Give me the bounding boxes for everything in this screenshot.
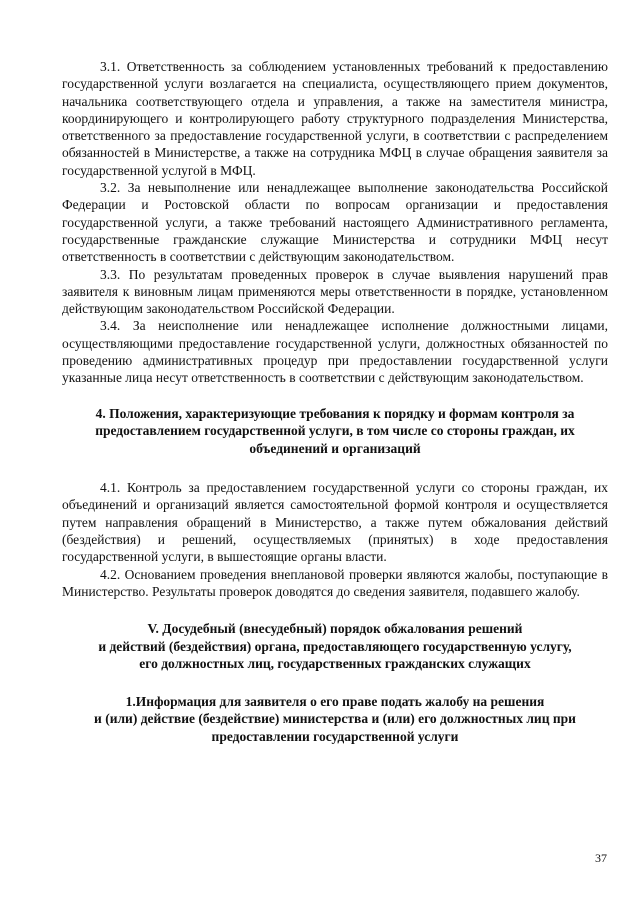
spacer: [62, 457, 608, 479]
section-5-heading-line: его должностных лиц, государственных гражданских служащих: [139, 656, 531, 672]
paragraph-4-1: 4.1. Контроль за предоставлением государственной услуги со стороны граждан, их объединений и организаций является самостоятельной формой контроля и осуществляется путем направления обращений в Министерство, а также путем обжалования действий (бездействия) и решений, осуществляемых (принятых) в ходе предоставления государственной услуги, в вышестоящие органы власти.: [62, 480, 608, 565]
spacer: [62, 600, 608, 620]
section-5-heading-line: и действий (бездействия) органа, предоставляющего государственную услугу,: [98, 638, 572, 654]
section-4-heading: 4. Положения, характеризующие требования к порядку и формам контроля за предоставлением государственной услуги, в том числе со стороны граждан, их объединений и организаций: [95, 405, 575, 456]
spacer: [62, 387, 608, 405]
subsection-1-heading-line: 1.Информация для заявителя о его праве подать жалобу на решения: [125, 693, 545, 709]
document-page: [62, 58, 608, 745]
paragraph-3-4: 3.4. За неисполнение или ненадлежащее исполнение должностными лицами, осуществляющими предоставление государственной услуги, должностных обязанностей по проведению административных процедур при предоставлении государственной услуги указанные лица несут ответственность в соответствии с действующим законодательством.: [62, 318, 608, 386]
subsection-1-heading-line: предоставлении государственной услуги: [211, 728, 459, 744]
spacer: [62, 673, 608, 693]
paragraph-4-2: 4.2. Основанием проведения внеплановой проверки являются жалобы, поступающие в Министерство. Результаты проверок доводятся до сведения заявителя, подавшего жалобу.: [62, 566, 608, 599]
page-number: 37: [595, 851, 607, 865]
subsection-1-heading: [62, 693, 608, 746]
paragraph-3-1: 3.1. Ответственность за соблюдением установленных требований к предоставлению государственной услуги возлагается на специалиста, осуществляющего прием документов, начальника соответствующего отдела и управления, а также на заместителя министра, координирующего и контролирующего работу структурного подразделения Министерства, ответственного за предоставление государственной услуги, в соответствии с распределением обязанностей в Министерстве, а также на сотрудника МФЦ в случае обращения заявителя за государственной услугой в МФЦ.: [62, 59, 608, 178]
section-5-heading-line: V. Досудебный (внесудебный) порядок обжалования решений: [147, 621, 523, 637]
paragraph-3-2: 3.2. За невыполнение или ненадлежащее выполнение законодательства Российской Федерации и Ростовской области по вопросам организации и предоставления государственной услуги, а также требований настоящего Административного регламента, государственные гражданские служащие Министерства и сотрудники МФЦ несут ответственность в соответствии с действующим законодательством.: [62, 180, 608, 265]
paragraph-3-3: 3.3. По результатам проведенных проверок в случае выявления нарушений прав заявителя к виновным лицам применяются меры ответственности в порядке, установленном действующим законодательством Российской Федерации.: [62, 266, 608, 317]
subsection-1-heading-line: и (или) действие (бездействие) министерства и (или) его должностных лиц при: [94, 711, 576, 727]
section-5-heading: [62, 620, 608, 673]
